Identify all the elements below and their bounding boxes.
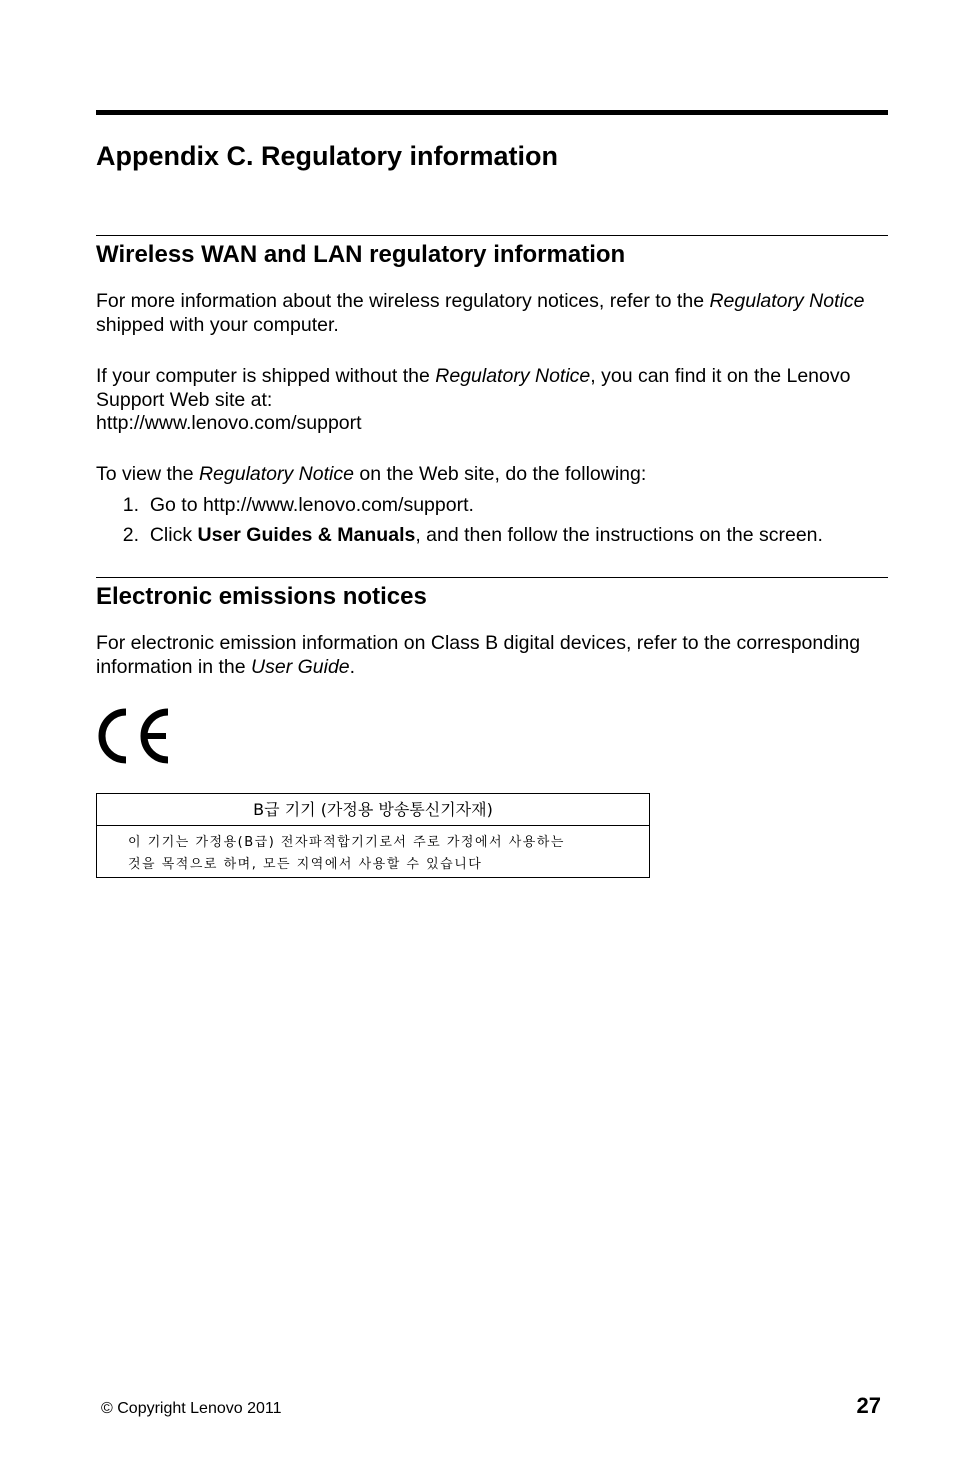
- wireless-paragraph-1: For more information about the wireless regulatory notices, refer to the Regulatory Notice shipped with your computer.: [96, 290, 865, 336]
- korea-notice-body: 이 기기는 가정용(B급) 전자파적합기기로서 주로 가정에서 사용하는 것을 목적으로 하며, 모든 지역에서 사용할 수 있습니다: [128, 835, 565, 872]
- wireless-paragraph-3: To view the Regulatory Notice on the Web site, do the following:: [96, 463, 647, 485]
- chapter-title: Appendix C. Regulatory information: [96, 141, 559, 171]
- page-number: 27: [856, 1393, 881, 1418]
- section-rule-emissions: [96, 577, 888, 578]
- footer-copyright: © Copyright Lenovo 2011: [101, 1400, 282, 1417]
- list-item: 2. Click User Guides & Manuals, and then follow the instructions on the screen.: [122, 524, 823, 546]
- wireless-paragraph-2: If your computer is shipped without the Regulatory Notice, you can find it on the Lenovo Support Web site at: http://www.lenovo.com/support: [96, 365, 851, 434]
- top-rule: [96, 110, 888, 115]
- emissions-paragraph: For electronic emission information on Class B digital devices, refer to the corresponding information in the User Guide.: [96, 632, 861, 678]
- section-title-emissions: Electronic emissions notices: [96, 583, 427, 610]
- korea-notice-box: [96, 793, 650, 878]
- ce-mark-icon: [96, 706, 172, 766]
- support-url: http://www.lenovo.com/support: [96, 412, 362, 434]
- section-title-wireless: Wireless WAN and LAN regulatory information: [96, 241, 626, 268]
- korea-notice-heading: B급 기기 (가정용 방송통신기자재): [97, 794, 649, 826]
- section-rule-wireless: [96, 235, 888, 236]
- list-item: 1. Go to http://www.lenovo.com/support.: [122, 494, 474, 516]
